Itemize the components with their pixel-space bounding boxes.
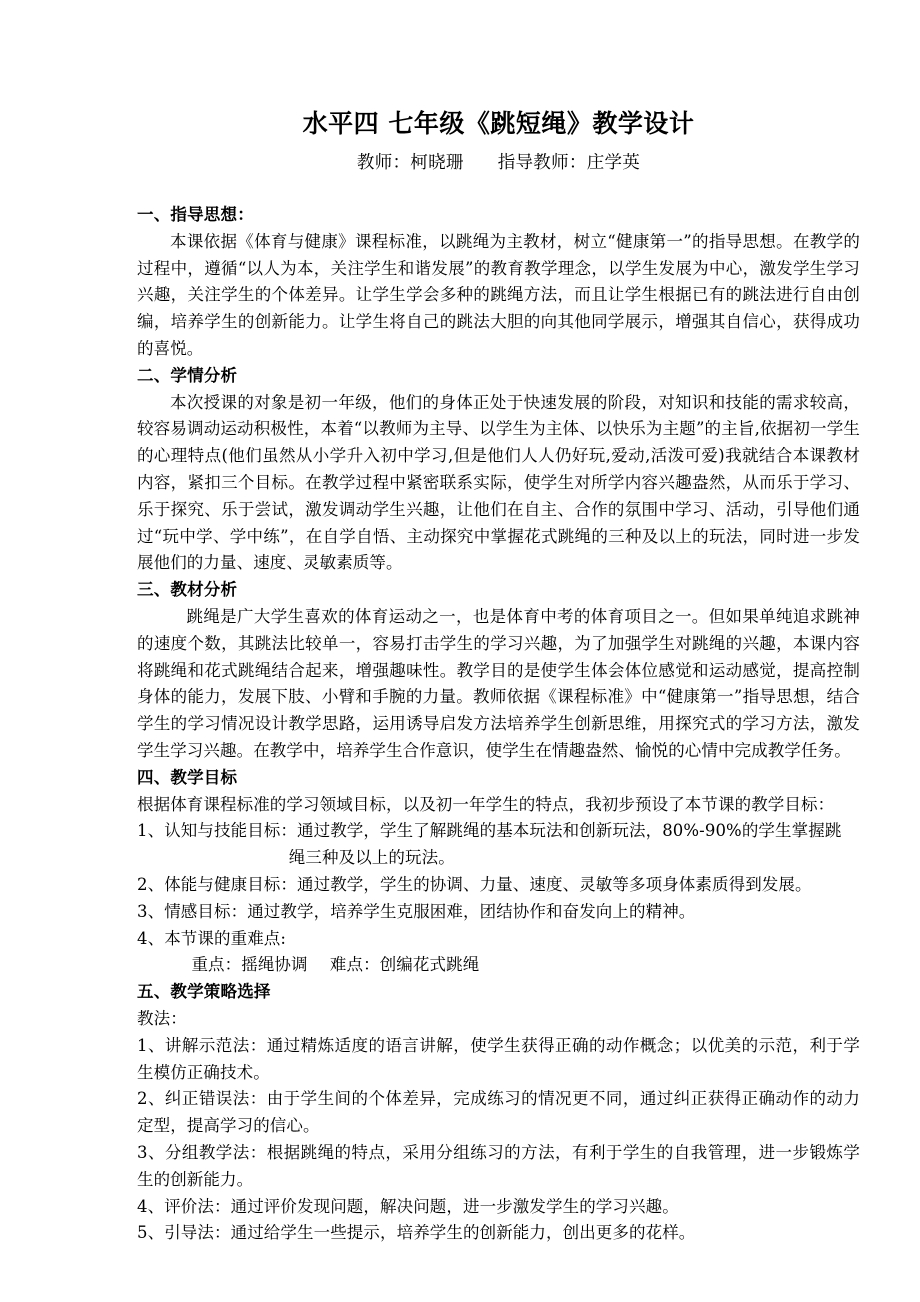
strategy-item-3: 3、分组教学法：根据跳绳的特点，采用分组练习的方法，有利于学生的自我管理，进一步锻炼学生的创新能力。 (137, 1142, 860, 1189)
section-heading-teaching-strategy: 五、教学策略选择 (137, 982, 271, 1002)
objectives-lead-text: 根据体育课程标准的学习领域目标，以及初一年学生的特点，我初步预设了本节课的教学目标： (137, 794, 835, 814)
section-heading-student-analysis: 二、学情分析 (137, 365, 238, 385)
strategy-subheading: 教法： (137, 1008, 187, 1028)
objective-item-3: 3、情感目标：通过教学，培养学生克服困难，团结协作和奋发向上的精神。 (137, 901, 696, 921)
section-heading-guiding-ideology: 一、指导思想： (137, 205, 254, 224)
objective-item-1-continued: 绳三种及以上的玩法。 (288, 848, 455, 868)
section-body-guiding-ideology: 本课依据《体育与健康》课程标准，以跳绳为主教材，树立“健康第一”的指导思想。在教学的过程中，遵循“以人为本，关注学生和谐发展”的教育教学理念，以学生发展为中心，激发学生学习兴趣，关注学生的个体差异。让学生学会多种的跳绳方法，而且让学生根据已有的跳法进行自由创编，培养学生的创新能力。让学生将自己的跳法大胆的向其他同学展示，增强其自信心，获得成功的喜悦。 (137, 231, 860, 358)
byline (137, 139, 860, 175)
strategy-item-2: 2、纠正错误法：由于学生间的个体差异，完成练习的情况更不同，通过纠正获得正确动作的动力定型，提高学习的信心。 (137, 1089, 860, 1136)
section-heading-teaching-objectives: 四、教学目标 (137, 767, 238, 787)
document-content (137, 0, 860, 1247)
page-title: 水平四 七年级《跳短绳》教学设计 (302, 109, 695, 138)
objective-item-2: 2、体能与健康目标：通过教学，学生的协调、力量、速度、灵敏等多项身体素质得到发展。 (137, 874, 812, 894)
section-body-material-analysis: 跳绳是广大学生喜欢的体育运动之一，也是体育中考的体育项目之一。但如果单纯追求跳神的速度个数，其跳法比较单一，容易打击学生的学习兴趣，为了加强学生对跳绳的兴趣，本课内容将跳绳和花式跳绳结合起来，增强趣味性。教学目的是使学生体会体位感觉和运动感觉，提高控制身体的能力，发展下肢、小臂和手腕的力量。教师依据《课程标准》中“健康第一”指导思想，结合学生的学习情况设计教学思路，运用诱导启发方法培养学生创新思维，用探究式的学习方法，激发学生学习兴趣。在教学中，培养学生合作意识，使学生在情趣盎然、愉悦的心情中完成教学任务。 (137, 606, 860, 760)
key-point: 重点：摇绳协调 (191, 955, 308, 975)
objective-item-4: 4、本节课的重难点: (137, 928, 287, 948)
teacher-name: 教师：柯晓珊 (356, 153, 464, 174)
difficult-point: 难点：创编花式跳绳 (329, 955, 480, 975)
key-and-difficult-points (137, 952, 860, 979)
objective-item-1: 1、认知与技能目标：通过教学，学生了解跳绳的基本玩法和创新玩法，80%-90%的学生掌握跳 (137, 821, 842, 841)
strategy-item-5: 5、引导法：通过给学生一些提示，培养学生的创新能力，创出更多的花样。 (137, 1223, 696, 1243)
advisor-name: 指导教师：庄学英 (497, 153, 641, 174)
strategy-item-4: 4、评价法：通过评价发现问题，解决问题，进一步激发学生的学习兴趣。 (137, 1196, 679, 1216)
section-heading-material-analysis: 三、教材分析 (137, 580, 238, 600)
section-body-student-analysis: 本次授课的对象是初一年级，他们的身体正处于快速发展的阶段，对知识和技能的需求较高，较容易调动运动积极性，本着“以教师为主导、以学生为主体、以快乐为主题”的主旨,依据初一学生的心理特点(他们虽然从小学升入初中学习,但是他们人人仍好玩,爱动,活泼可爱)我就结合本课教材内容，紧扣三个目标。在教学过程中紧密联系实际，使学生对所学内容兴趣盎然，从而乐于学习、乐于探究、乐于尝试，激发调动学生兴趣，让他们在自主、合作的氛围中学习、活动，引导他们通过“玩中学、学中练”，在自学自悟、主动探究中掌握花式跳绳的三种及以上的玩法，同时进一步发展他们的力量、速度、灵敏素质等。 (137, 392, 860, 573)
strategy-item-1: 1、讲解示范法：通过精炼适度的语言讲解，使学生获得正确的动作概念；以优美的示范，利于学生模仿正确技术。 (137, 1035, 860, 1082)
